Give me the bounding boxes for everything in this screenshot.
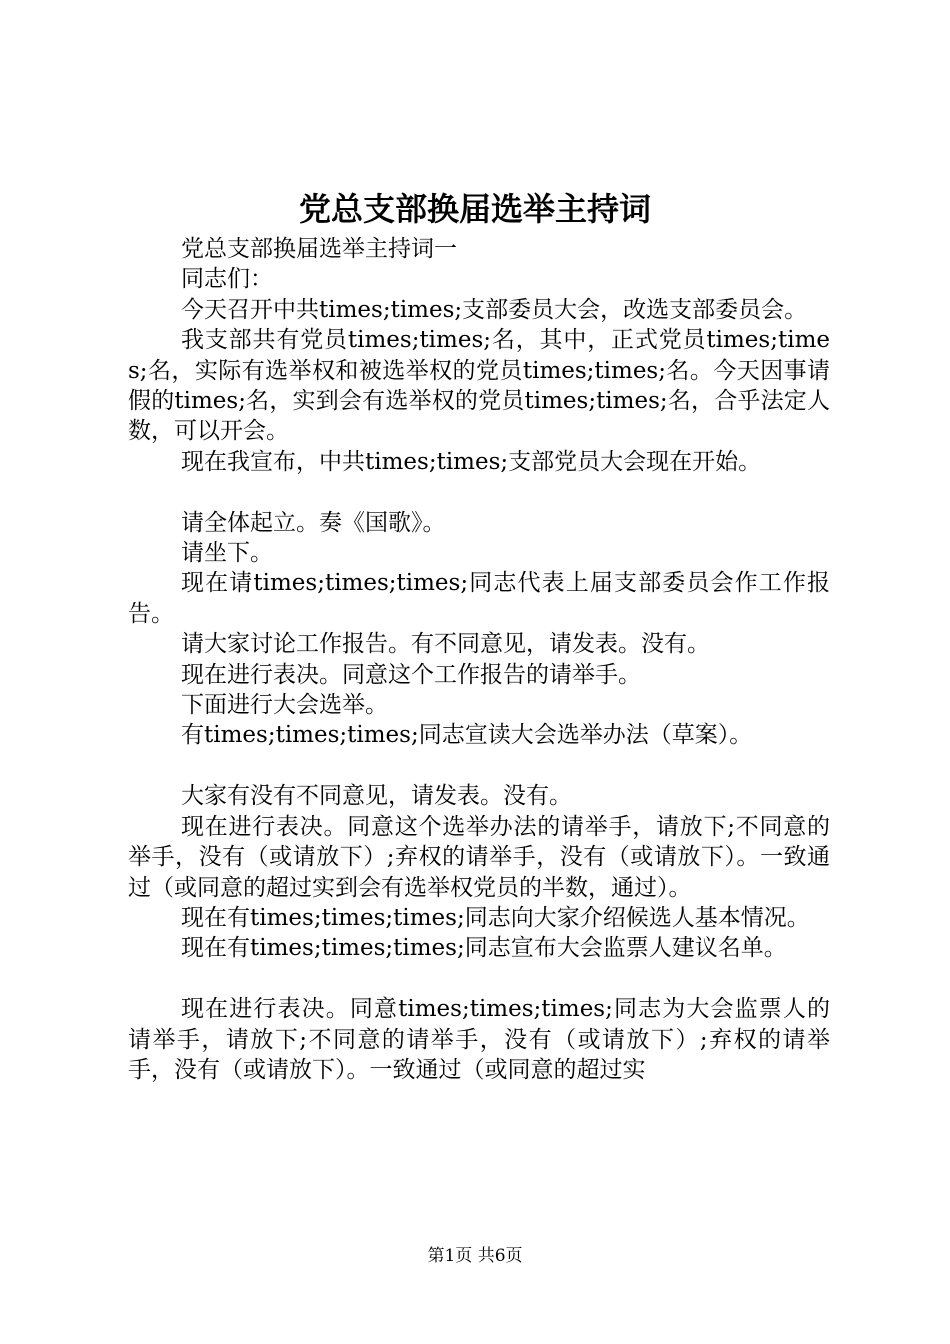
paragraph: 现在进行表决。同意这个选举办法的请举手，请放下;不同意的举手，没有（或请放下）;弃权的请举手，没有（或请放下）。一致通过（或同意的超过实到会有选举权党员的半数，通过）。 — [128, 813, 830, 901]
paragraph: 现在进行表决。同意times;times;times;同志为大会监票人的请举手，请放下;不同意的请举手，没有（或请放下）;弃权的请举手，没有（或请放下）。一致通过（或同意的超过实 — [128, 996, 830, 1083]
paragraph: 现在请times;times;times;同志代表上届支部委员会作工作报告。 — [128, 570, 830, 627]
document-body — [128, 234, 830, 1085]
paragraph-greeting: 同志们： — [181, 266, 273, 293]
paragraph: 请坐下。 — [181, 540, 273, 567]
paragraph: 下面进行大会选举。 — [181, 692, 388, 719]
paragraph: 现在我宣布，中共times;times;支部党员大会现在开始。 — [181, 448, 762, 475]
paragraph: 请大家讨论工作报告。有不同意见，请发表。没有。 — [181, 631, 710, 658]
paragraph: 大家有没有不同意见，请发表。没有。 — [181, 783, 572, 810]
document-title: 党总支部换届选举主持词 — [298, 190, 651, 228]
paragraph: 有times;times;times;同志宣读大会选举办法（草案）。 — [181, 722, 753, 749]
paragraph-subtitle: 党总支部换届选举主持词一 — [181, 236, 457, 262]
page-footer: 第1页 共6页 — [427, 1246, 523, 1266]
paragraph: 现在有times;times;times;同志宣布大会监票人建议名单。 — [181, 935, 787, 962]
paragraph: 现在进行表决。同意这个工作报告的请举手。 — [181, 661, 641, 688]
paragraph: 我支部共有党员times;times;名，其中，正式党员times;times;名，实际有选举权和被选举权的党员times;times;名。今天因事请假的times;名，实到会有选举权的党员times;times;名，合乎法定人数，可以开会。 — [128, 327, 830, 445]
paragraph: 今天召开中共times;times;支部委员大会，改选支部委员会。 — [181, 296, 808, 323]
paragraph: 现在有times;times;times;同志向大家介绍候选人基本情况。 — [181, 904, 810, 931]
paragraph: 请全体起立。奏《国歌》。 — [181, 509, 446, 536]
